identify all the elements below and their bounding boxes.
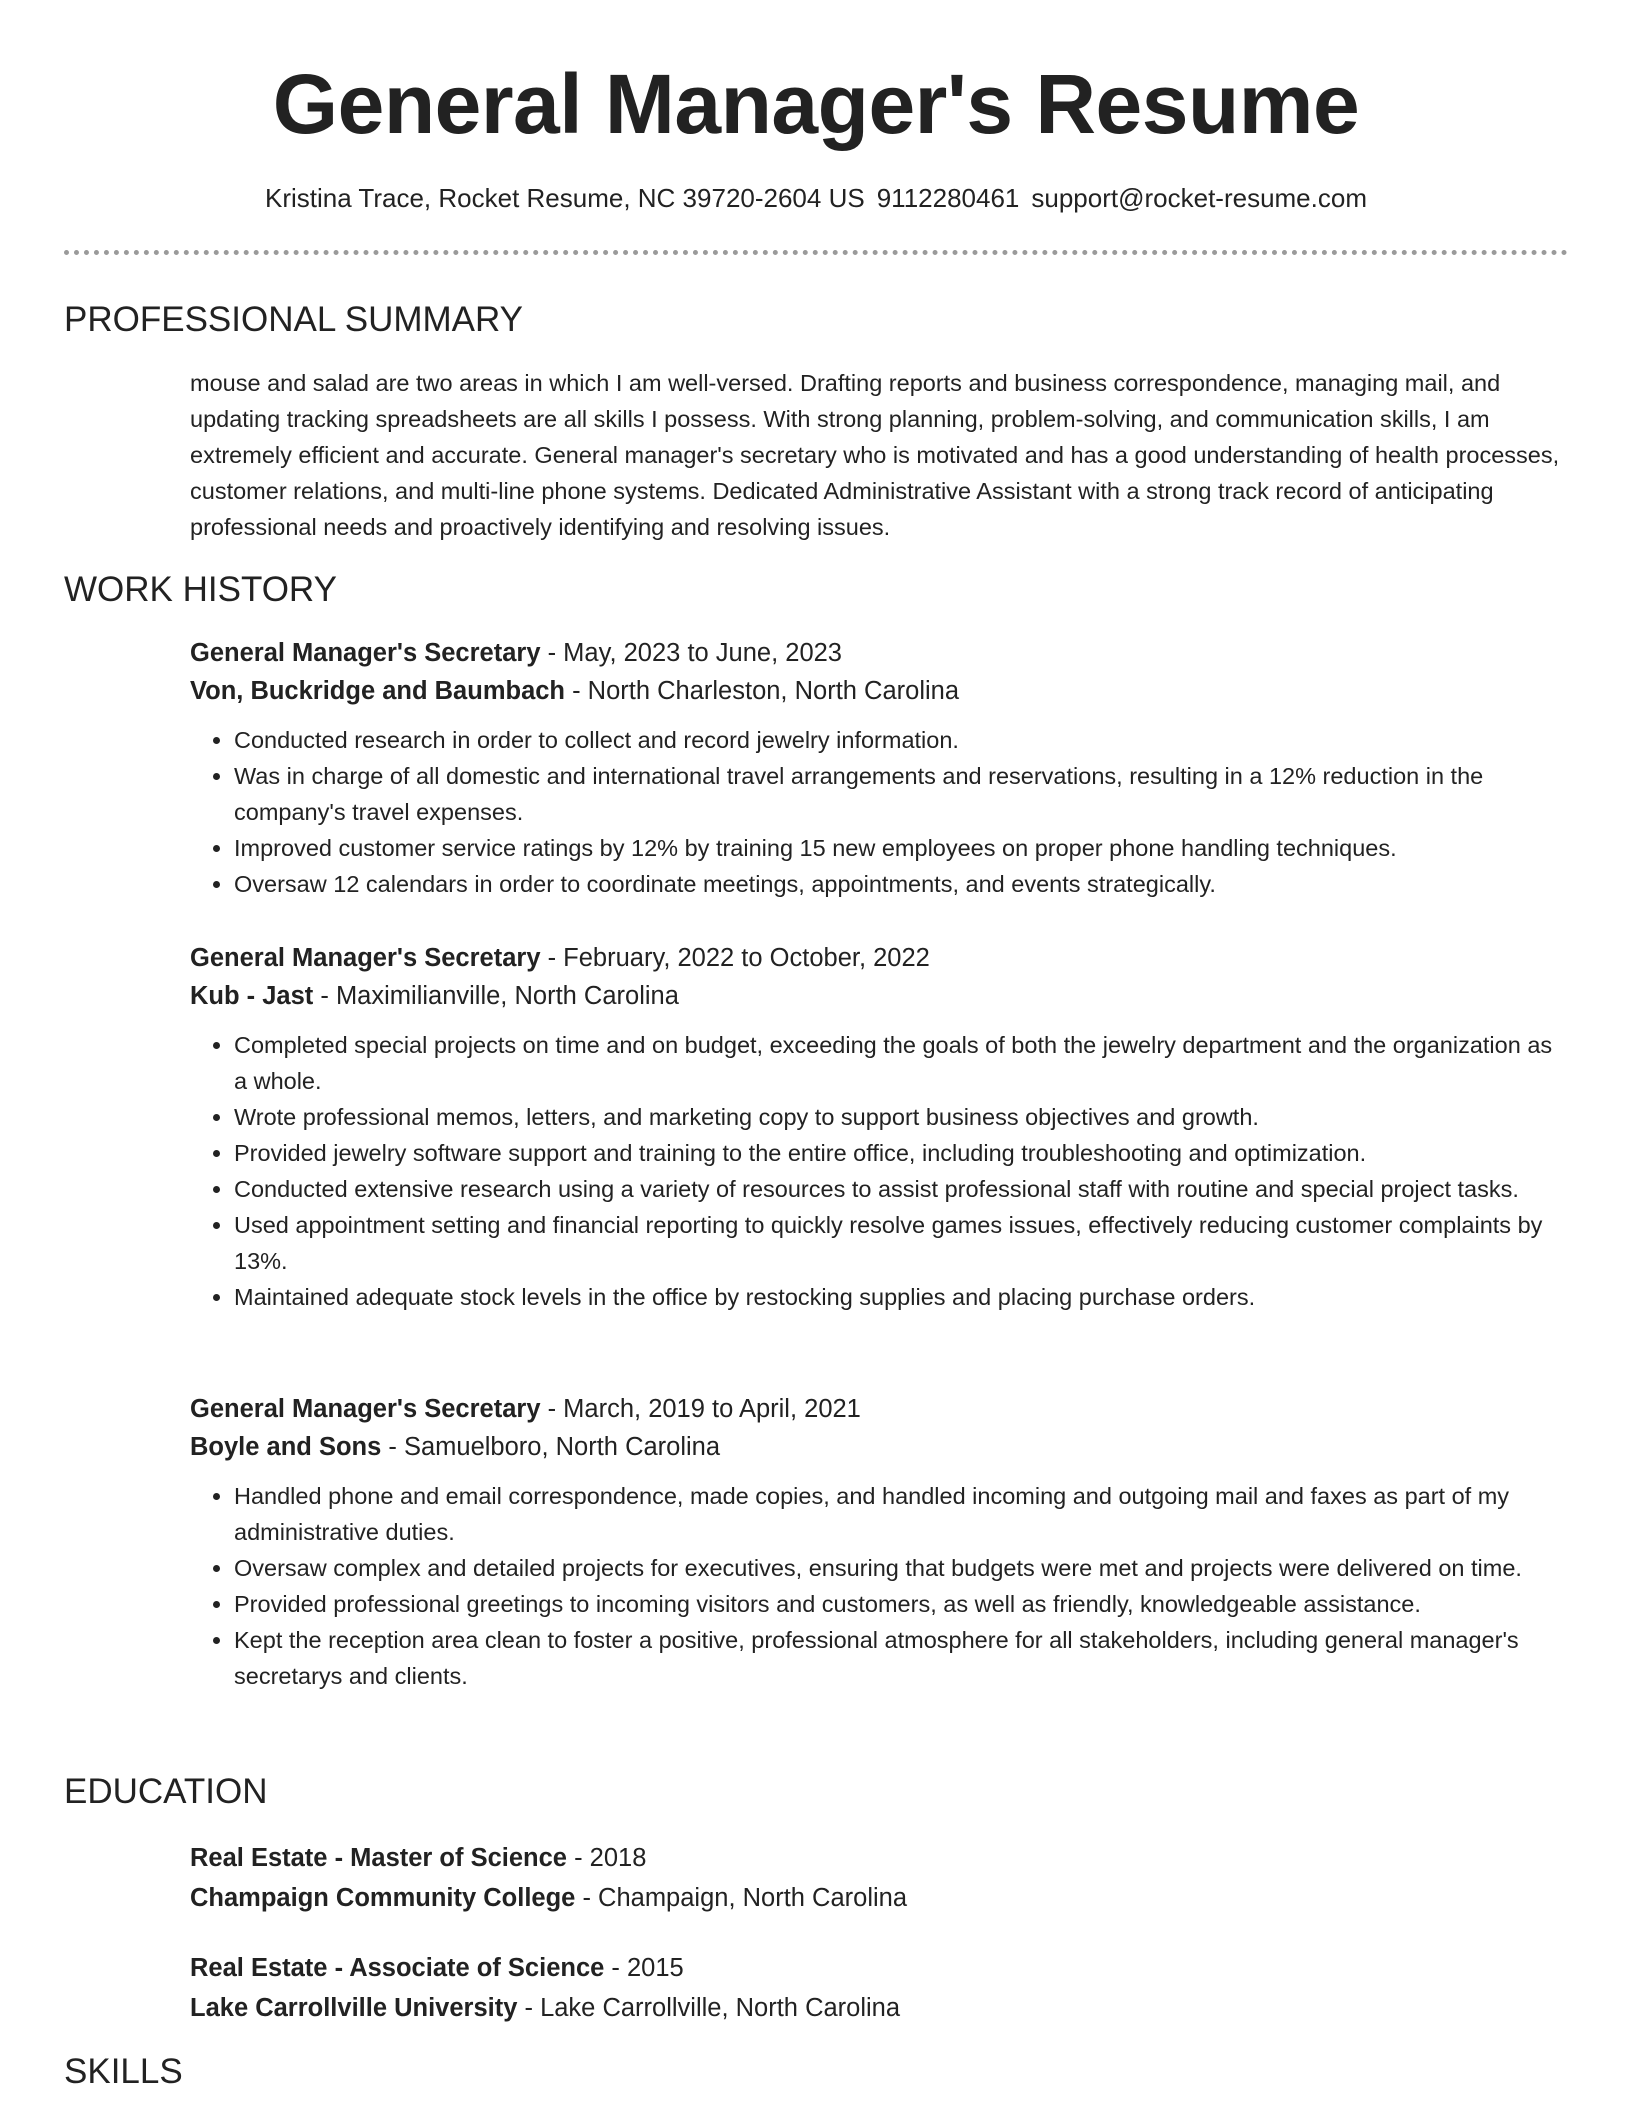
section-heading-work-history: WORK HISTORY: [64, 570, 337, 609]
education-location: - Champaign, North Carolina: [575, 1884, 908, 1912]
education-degree: Real Estate - Master of Science: [190, 1844, 567, 1872]
job-title-line: [190, 939, 1570, 977]
resume-title: General Manager's Resume: [272, 57, 1360, 151]
job-entry: [190, 939, 1570, 1315]
section-heading-education: EDUCATION: [64, 1772, 268, 1811]
job-company-line: [190, 977, 1570, 1015]
job-title: General Manager's Secretary: [190, 1395, 541, 1423]
job-bullet: • Handled phone and email correspondence, made copies, and handled incoming and outgoing mail and faxes as part of my administrative duties.: [234, 1478, 1570, 1550]
job-company: Boyle and Sons: [190, 1433, 382, 1461]
job-bullet: • Improved customer service ratings by 12% by training 15 new employees on proper phone handling techniques.: [234, 830, 1570, 866]
job-company: Von, Buckridge and Baumbach: [190, 677, 566, 705]
education-year: - 2015: [604, 1954, 684, 1982]
job-bullet: • Used appointment setting and financial reporting to quickly resolve games issues, effectively reducing customer complaints by 13%.: [234, 1207, 1570, 1279]
contact-phone: 9112280461: [876, 183, 1020, 213]
job-bullet: • Conducted research in order to collect and record jewelry information.: [234, 722, 1570, 758]
job-title-line: [190, 1390, 1570, 1428]
job-entry: [190, 1390, 1570, 1694]
education-degree-line: [190, 1948, 1570, 1988]
job-bullet: • Conducted extensive research using a variety of resources to assist professional staff with routine and special project tasks.: [234, 1171, 1570, 1207]
section-heading-summary: PROFESSIONAL SUMMARY: [64, 300, 523, 339]
job-bullets: [190, 722, 1570, 902]
header-divider: [64, 250, 1568, 255]
job-bullets: [190, 1027, 1570, 1315]
job-location: - Maximilianville, North Carolina: [313, 982, 679, 1010]
job-bullet: • Maintained adequate stock levels in the office by restocking supplies and placing purchase orders.: [234, 1279, 1570, 1315]
job-location: - North Charleston, North Carolina: [565, 677, 960, 705]
education-year: - 2018: [566, 1844, 647, 1872]
job-bullet: • Wrote professional memos, letters, and marketing copy to support business objectives and growth.: [234, 1099, 1570, 1135]
job-location: - Samuelboro, North Carolina: [381, 1433, 721, 1461]
job-title: General Manager's Secretary: [190, 639, 541, 667]
contact-line: [0, 180, 1632, 216]
job-bullet: • Provided jewelry software support and training to the entire office, including troubleshooting and optimization.: [234, 1135, 1570, 1171]
job-dates: - March, 2019 to April, 2021: [540, 1395, 861, 1423]
education-school-line: [190, 1988, 1570, 2028]
section-heading-skills: SKILLS: [64, 2052, 183, 2091]
education-entry: [190, 1838, 1570, 1918]
job-bullet: • Oversaw 12 calendars in order to coordinate meetings, appointments, and events strategically.: [234, 866, 1570, 902]
job-bullet: • Completed special projects on time and on budget, exceeding the goals of both the jewelry department and the organization as a whole.: [234, 1027, 1570, 1099]
job-dates: - February, 2022 to October, 2022: [540, 944, 930, 972]
job-bullet: • Was in charge of all domestic and international travel arrangements and reservations, resulting in a 12% reduction in the company's travel expenses.: [234, 758, 1570, 830]
job-company: Kub - Jast: [190, 982, 314, 1010]
education-degree: Real Estate - Associate of Science: [190, 1954, 605, 1982]
job-bullet: • Oversaw complex and detailed projects for executives, ensuring that budgets were met and projects were delivered on time.: [234, 1550, 1570, 1586]
education-school: Champaign Community College: [190, 1884, 576, 1912]
job-entry: [190, 634, 1570, 902]
contact-email: support@rocket-resume.com: [1031, 183, 1367, 213]
job-title-line: [190, 634, 1570, 672]
education-entry: [190, 1948, 1570, 2028]
job-bullets: [190, 1478, 1570, 1694]
job-title: General Manager's Secretary: [190, 944, 541, 972]
education-school-line: [190, 1878, 1570, 1918]
education-school: Lake Carrollville University: [190, 1994, 518, 2022]
education-location: - Lake Carrollville, North Carolina: [517, 1994, 901, 2022]
job-dates: - May, 2023 to June, 2023: [540, 639, 842, 667]
job-company-line: [190, 672, 1570, 710]
education-degree-line: [190, 1838, 1570, 1878]
job-bullet: • Provided professional greetings to incoming visitors and customers, as well as friendly, knowledgeable assistance.: [234, 1586, 1570, 1622]
job-bullet: • Kept the reception area clean to foster a positive, professional atmosphere for all stakeholders, including general manager's secretarys and clients.: [234, 1622, 1570, 1694]
job-company-line: [190, 1428, 1570, 1466]
contact-address: Kristina Trace, Rocket Resume, NC 39720-2604 US: [264, 183, 865, 213]
summary-text: mouse and salad are two areas in which I am well-versed. Drafting reports and business correspondence, managing mail, and updating tracking spreadsheets are all skills I possess. With strong planning, problem-solving, and communication skills, I am extremely efficient and accurate. General manager's secretary who is motivated and has a good understanding of health processes, customer relations, and multi-line phone systems. Dedicated Administrative Assistant with a strong track record of anticipating professional needs and proactively identifying and resolving issues.: [190, 370, 1560, 540]
